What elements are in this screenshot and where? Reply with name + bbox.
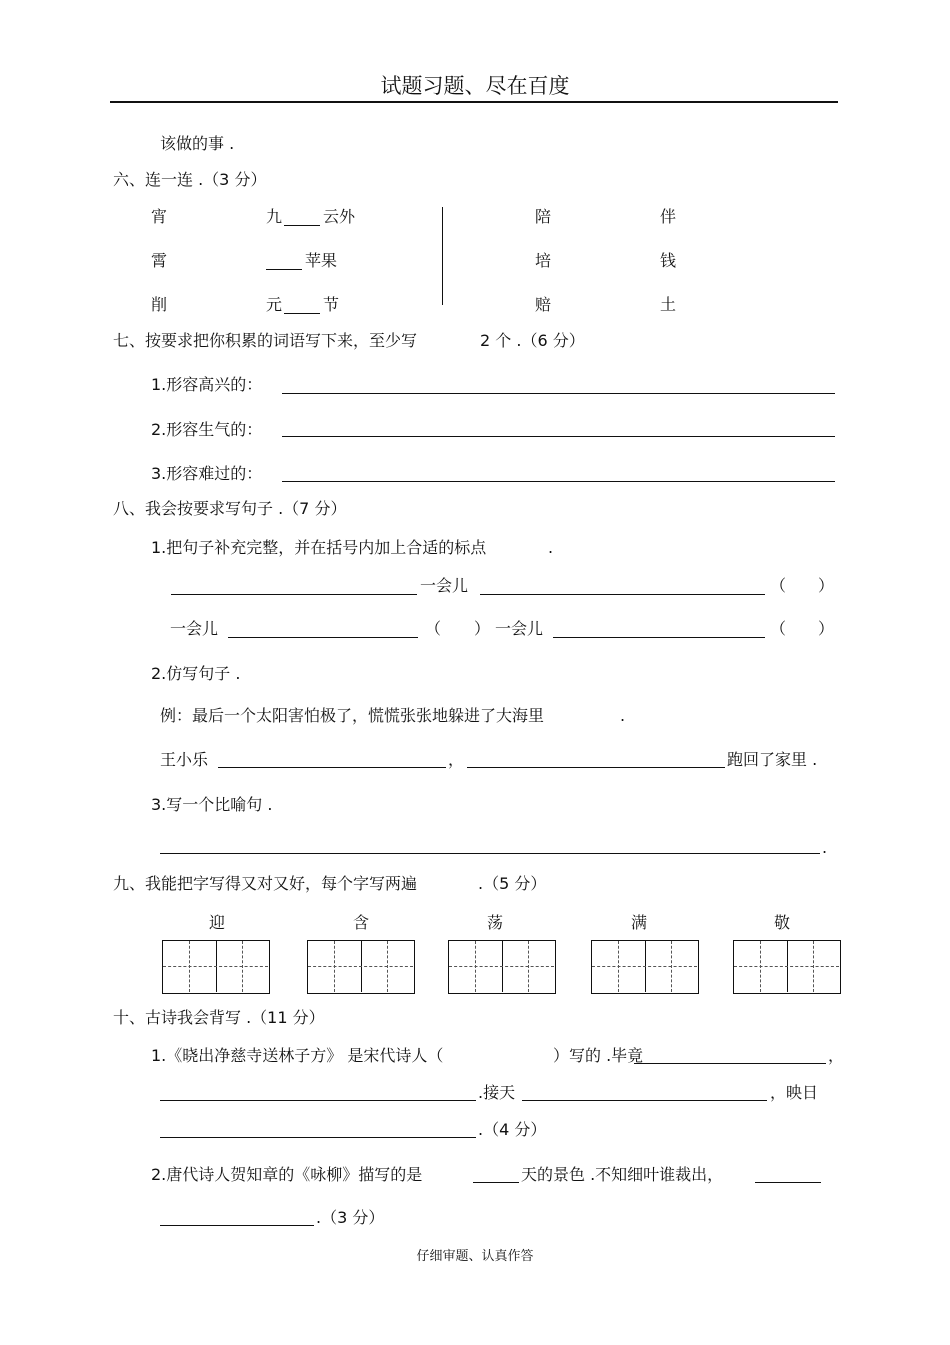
practice-char: 含 [353,913,370,932]
answer-line[interactable] [473,1182,519,1183]
poem-question-1b: ）写的 .毕竟 [553,1046,644,1065]
practice-char: 荡 [487,913,504,932]
tianzige-grid[interactable] [733,940,841,994]
paren-open: （ [425,619,442,638]
answer-line[interactable] [634,1063,826,1064]
answer-line[interactable] [160,1225,314,1226]
yihuier-text: 一会儿 [420,576,469,595]
answer-line[interactable] [228,637,418,638]
wang-xiaole-text: 王小乐 [160,750,209,769]
poem-question-2a: 2.唐代诗人贺知章的《咏柳》描写的是 [151,1165,423,1184]
match-right-word[interactable]: 伴 [660,207,677,226]
practice-char: 满 [631,913,648,932]
answer-line[interactable] [160,1137,476,1138]
tianzige-grid[interactable] [307,940,415,994]
end-dot: . [822,838,828,857]
word-item-label: 3.形容难过的： [151,464,263,483]
tianzige-grid[interactable] [162,940,270,994]
paren-close: ） [818,576,835,595]
section-8-heading: 八、我会按要求写句子 .（7 分） [113,499,347,518]
poem-question-1a: 1.《晓出净慈寺送林子方》 是宋代诗人（ [151,1046,444,1065]
example-dot: . [620,706,626,725]
match-word-post: 云外 [323,207,356,226]
section-7-heading-points: 2 个 .（6 分） [480,331,585,350]
match-right-char[interactable]: 培 [535,251,552,270]
paren-open: （ [770,576,787,595]
match-word-blank[interactable] [284,225,320,226]
match-right-word[interactable]: 钱 [660,251,677,270]
section-6-divider [442,207,443,305]
yingri-text: ，映日 [770,1083,819,1102]
answer-line[interactable] [282,393,835,394]
match-left-char[interactable]: 霄 [151,251,168,270]
section-7-heading: 七、按要求把你积累的词语写下来，至少写 [113,331,418,350]
question-8-1-dot: . [548,538,554,557]
section-9-heading: 九、我能把字写得又对又好，每个字写两遍 [113,874,418,893]
comma-text: ， [448,750,465,769]
match-word-post: 苹果 [305,251,338,270]
poem-q2-points: .（3 分） [316,1208,385,1227]
question-8-1: 1.把句子补充完整，并在括号内加上合适的标点 [151,538,487,557]
poem-question-2b: 天的景色 .不知细叶谁裁出， [521,1165,724,1184]
paren-close: ） [474,619,491,638]
word-item-label: 1.形容高兴的： [151,375,263,394]
ran-home-text: 跑回了家里 . [727,750,818,769]
header-rule [110,101,838,103]
answer-line[interactable] [282,436,835,437]
punctuation-slot[interactable] [790,594,814,595]
tianzige-grid[interactable] [591,940,699,994]
answer-line[interactable] [467,767,725,768]
practice-char: 敬 [774,913,791,932]
practice-char: 迎 [209,913,226,932]
yihuier-text: 一会儿 [170,619,219,638]
section-10-heading: 十、古诗我会背写 .（11 分） [113,1008,325,1027]
question-8-2: 2.仿写句子 . [151,664,241,683]
comma-text: ， [828,1046,845,1065]
answer-line[interactable] [522,1100,767,1101]
page-header-title: 试题习题、尽在百度 [380,74,570,98]
answer-line[interactable] [160,1100,476,1101]
tianzige-grid[interactable] [448,940,556,994]
match-right-char[interactable]: 陪 [535,207,552,226]
paren-close: ） [818,619,835,638]
match-left-char[interactable]: 削 [151,295,168,314]
match-right-char[interactable]: 赔 [535,295,552,314]
continuation-text: 该做的事 . [160,134,235,153]
section-9-heading-points: .（5 分） [478,874,547,893]
answer-line[interactable] [480,594,765,595]
poem-q1-points: .（4 分） [478,1120,547,1139]
match-word-blank[interactable] [284,313,320,314]
match-left-char[interactable]: 宵 [151,207,168,226]
answer-line[interactable] [282,481,835,482]
punctuation-slot[interactable] [445,637,469,638]
yihuier-text: 一会儿 [495,619,544,638]
answer-line[interactable] [755,1182,821,1183]
poet-name-slot[interactable] [468,1064,548,1065]
answer-line[interactable] [171,594,417,595]
page-footer: 仔细审题、认真作答 [416,1249,534,1264]
match-right-word[interactable]: 土 [660,295,677,314]
answer-line[interactable] [218,767,446,768]
example-sentence: 例：最后一个太阳害怕极了，慌慌张张地躲进了大海里 [160,706,545,725]
punctuation-slot[interactable] [790,637,814,638]
answer-line[interactable] [160,853,820,854]
jietian-text: .接天 [478,1083,516,1102]
paren-open: （ [770,619,787,638]
match-word-post: 节 [323,295,340,314]
answer-line[interactable] [553,637,765,638]
question-8-3: 3.写一个比喻句 . [151,795,273,814]
match-word-blank[interactable] [266,269,302,270]
section-6-heading: 六、连一连 .（3 分） [113,170,267,189]
word-item-label: 2.形容生气的： [151,420,263,439]
match-word-pre: 九 [266,207,283,226]
match-word-pre: 元 [266,295,283,314]
